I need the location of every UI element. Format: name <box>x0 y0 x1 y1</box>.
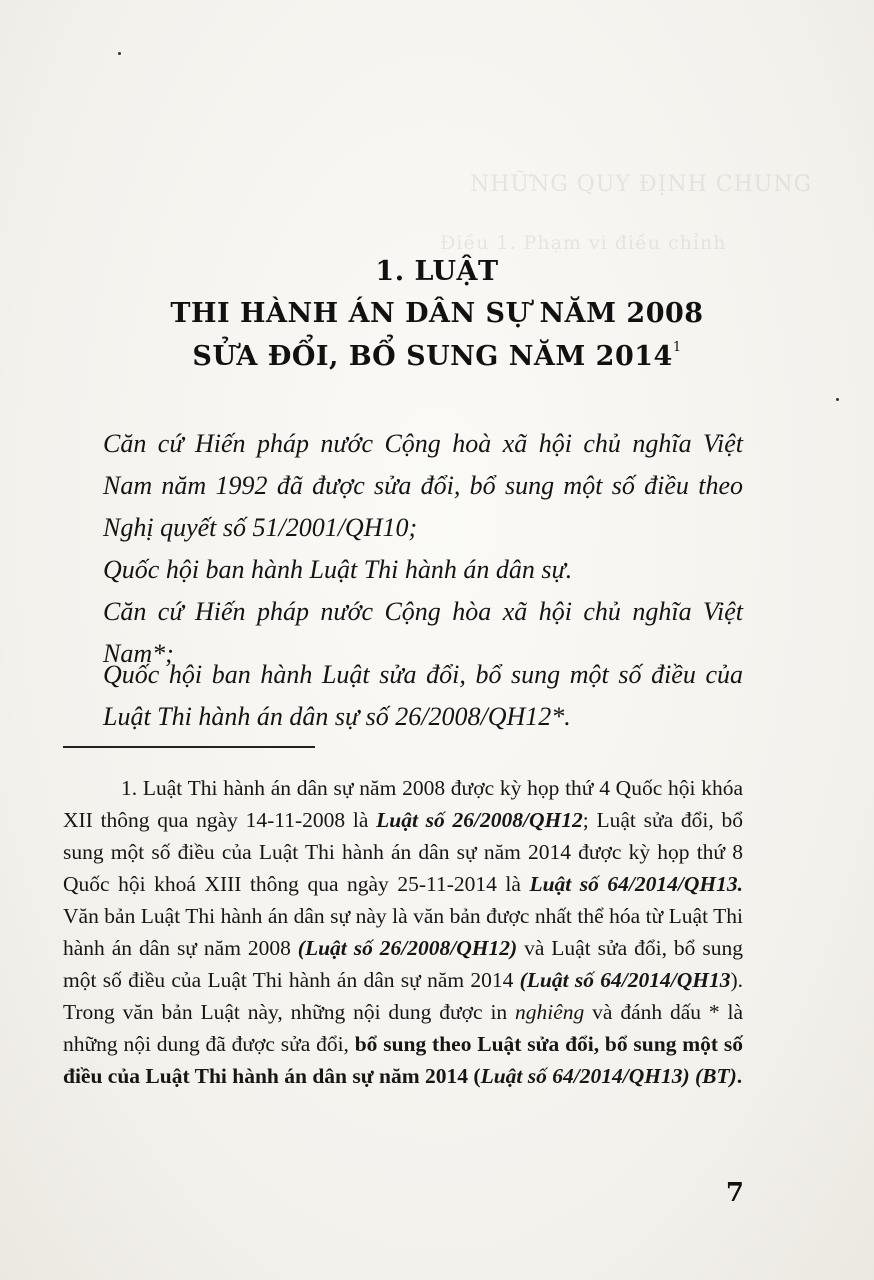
scan-speck <box>118 52 121 55</box>
footnote-ref-marker: 1 <box>672 340 682 355</box>
footnote-text: và Luật sửa đổi, bổ sung một số điều của Luật Thi hành án dân sự năm 2014 <box>63 936 743 992</box>
footnote-text: ; Luật sửa đổi, bổ sung một số điều của Luật Thi hành án dân sự năm 2014 được kỳ họp thứ 8 Quốc hội khoá XIII thông qua ngày 25-11-2014 là <box>63 808 743 896</box>
bleed-through-subheading: Điều 1. Phạm vi điều chỉnh <box>440 232 727 254</box>
law-title: THI HÀNH ÁN DÂN SỰ NĂM 2008 <box>170 298 704 329</box>
law-reference: Luật số 64/2014/QH13) (BT) <box>480 1064 737 1088</box>
footnote-separator <box>63 746 315 748</box>
footnote-bold-text: bổ sung theo Luật sửa đổi, bổ sung một số điều của Luật Thi hành án dân sự năm 2014 ( <box>63 1032 743 1088</box>
footnote-text: 1. Luật Thi hành án dân sự năm 2008 được kỳ họp thứ 4 Quốc hội khóa XII thông qua ngày 14-11-2008 là <box>63 776 743 832</box>
preamble-paragraph-1: Căn cứ Hiến pháp nước Cộng hoà xã hội chủ nghĩa Việt Nam năm 1992 đã được sửa đổi, bổ sung một số điều theo Nghị quyết số 51/2001/QH10; <box>103 429 743 542</box>
footnote-bold-text: . <box>736 1064 743 1088</box>
page-number: 7 <box>725 1178 744 1208</box>
preamble-paragraph-4: Quốc hội ban hành Luật sửa đổi, bổ sung một số điều của Luật Thi hành án dân sự số 26/2008/QH12*. <box>103 660 743 731</box>
italic-word: nghiêng <box>515 1000 585 1024</box>
law-amendment-title-text: SỬA ĐỔI, BỔ SUNG NĂM 2014 <box>192 341 673 372</box>
law-amendment-title <box>0 340 874 372</box>
scan-speck <box>836 398 839 401</box>
law-reference: Luật số 64/2014/QH13. <box>529 872 743 896</box>
footnote-text: Văn bản Luật Thi hành án dân sự này là văn bản được nhất thể hóa từ Luật Thi hành án dân sự năm 2008 <box>63 904 743 960</box>
law-reference: (Luật số 26/2008/QH12) <box>297 936 518 960</box>
preamble-paragraph-2: Quốc hội ban hành Luật Thi hành án dân sự. <box>103 555 573 584</box>
law-reference: (Luật số 64/2014/QH13 <box>519 968 731 992</box>
law-reference: Luật số 26/2008/QH12 <box>376 808 583 832</box>
footnote-1 <box>63 772 743 1092</box>
preamble-paragraph-3: Căn cứ Hiến pháp nước Cộng hòa xã hội chủ nghĩa Việt Nam*; <box>103 597 743 668</box>
footnote-text: ). Trong văn bản Luật này, những nội dung được in <box>63 968 743 1024</box>
footnote-text: và đánh dấu * là những nội dung đã được sửa đổi, <box>63 1000 743 1056</box>
law-number-title: 1. LUẬT <box>375 256 499 287</box>
bleed-through-heading: NHỮNG QUY ĐỊNH CHUNG <box>470 172 813 197</box>
